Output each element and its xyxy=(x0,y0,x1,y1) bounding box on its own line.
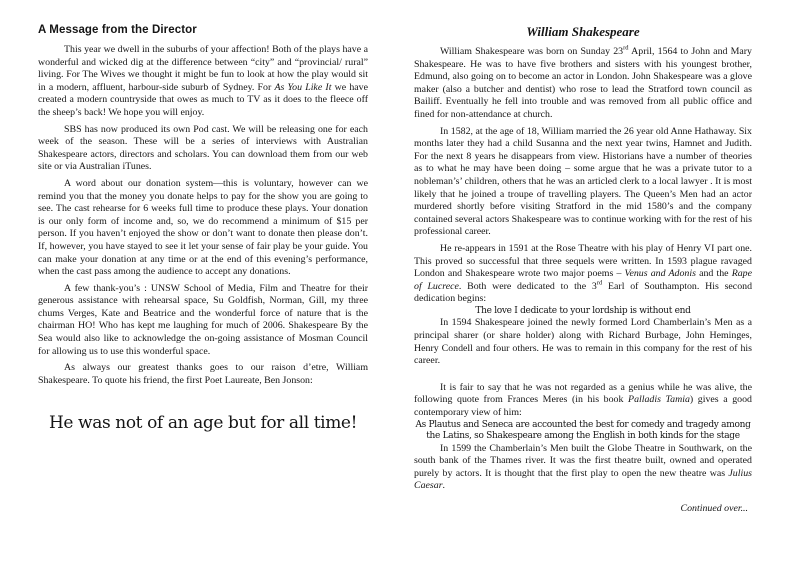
bio-paragraph-3 xyxy=(414,243,752,306)
bio-paragraph-4: In 1594 Shakespeare joined the newly formed Lord Chamberlain’s Men as a principal sharer (or share holder) along with Richard Burbage, John Heminges, Henry Condell and four others. He was to remain in this company for the rest of his career. xyxy=(414,317,752,367)
continued-over: Continued over... xyxy=(680,502,748,514)
director-paragraph-3: A word about our donation system—this is voluntary, however can we remind you that the money you donate helps to pay for the show you are going to see. The cast rehearse for 6 weeks full time to produce these plays. Your donation is our only form of income and, so, we do recommend a minimum of $15 per person. If you haven’t enjoyed the show or don’t want to donate then please don’t. If, however, you have stayed to see it let your sense of fair play be your guide. You can make your donation at any time or at the end of this evening’s performance, when the cast pass among the audience to accept any donations. xyxy=(38,177,368,278)
ben-jonson-quote: He was not of an age but for all time! xyxy=(48,413,358,434)
bio-p5-b: ) gives a good contemporary view of him: xyxy=(414,394,752,418)
shakespeare-heading: William Shakespeare xyxy=(526,24,640,39)
palladis-tamia-title: Palladis Tamia xyxy=(628,394,690,406)
bio-paragraph-5 xyxy=(414,382,752,420)
director-paragraph-2: SBS has now produced its own Pod cast. We will be releasing one for each week of the season. These will be a series of interviews with Australian Shakespeare actors, directors and scholars. You can download them from our web site or via Australian iTunes. xyxy=(38,123,368,173)
bio-paragraph-6 xyxy=(414,443,752,493)
bio-p3-d: Earl of Southampton. His second dedication begins: xyxy=(414,280,753,305)
director-paragraph-4: A few thank-you’s : UNSW School of Media, Film and Theatre for their generous assistance with rehearsal space, Su Goldfish, Norman, Gill, my three chums Verges, Kate and Beatrice and the wonderful force of nature that is the chairman HO! Who has kept me laughing for much of 2006. Shakespeare By the Sea would also like to acknowledge the on-going assistance of Mosman Council for allowing us to use this wonderful space. xyxy=(38,282,368,357)
director-heading: A Message from the Director xyxy=(38,24,197,36)
dedication-quote: The love I dedicate to your lordship is without end xyxy=(475,305,691,316)
shakespeare-bio-column xyxy=(414,24,752,514)
meres-quote: As Plautus and Seneca are accounted the best for comedy and tragedy among the Latins, so Shakespeare among the English in both kinds for the stage xyxy=(415,419,751,442)
bio-p5-a: It is fair to say that he was not regarded as a genius while he was alive, the following quote from Frances Meres (in his book xyxy=(414,381,752,406)
bio-p3-c: . Both were dedicated to the 3 xyxy=(458,280,597,292)
p1-text-end: we have created a modern countryside that owes as much to TV as it does to the fleece off the sheep’s back! We hope you will enjoy. xyxy=(38,81,368,118)
bio-p1-sup: rd xyxy=(623,44,629,52)
bio-p1-a: William Shakespeare was born on Sunday 23 xyxy=(440,46,624,57)
bio-paragraph-2: In 1582, at the age of 18, William married the 26 year old Anne Hathaway. Six months later they had a child Susanna and the next year twins, Hamnet and Judith. For the next 8 years he disappears from view. Historians have a number of theories as to what he may have been doing – some argue that he was a private tutor to a nobleman’s’ children, others that he was an articled clerk to a local lawyer . It is most likely that he joined a troupe of travelling players. The Queen’s Men had an actor murdered shortly before visiting Stratford in the mid 1580’s and the company contained several actors Shakespeare was to continue working with for the rest of his professional career. xyxy=(414,125,752,238)
bio-p6-b: . xyxy=(442,480,445,492)
director-paragraph-1 xyxy=(38,44,368,120)
p1-text: This year we dwell in the suburbs of your affection! Both of the plays have a wonderful and wicked dig at the difference between “city” and “provincial/ rural” living. For The Wives we thought it might be fun to look at how the play would sit in a modern, affluent, harbour-side suburb of Sydney. For xyxy=(38,44,368,93)
director-message-column xyxy=(38,24,368,433)
bio-p3-a: He re-appears in 1591 at the Rose Theatre with his play of Henry VI part one. This proved so successful that three sequels were written. In 1593 plague ravaged London and Shakespeare wrote two major poems – xyxy=(414,242,752,280)
venus-and-adonis-title: Venus and Adonis xyxy=(624,268,696,280)
as-you-like-it-title: As You Like It xyxy=(274,81,332,93)
bio-paragraph-1 xyxy=(414,46,752,122)
rape-of-lucrece-title: Rape of Lucrece xyxy=(414,268,752,292)
bio-p6-a: In 1599 the Chamberlain’s Men built the Globe Theatre in Southwark, on the south bank of the Thames river. It was the first theatre built, owned and operated purely by actors. It is thought that the first play to open the new theatre was xyxy=(414,442,752,479)
julius-caesar-title: Julius Caesar xyxy=(414,467,752,492)
bio-p1-b: April, 1564 to John and Mary Shakespeare. He was to have five brothers and sisters with his youngest brother, Edmund, also going on to become an actor in London. John Shakespeare was a glove maker (also a butcher and dentist) who rose to lead the Stratford town council as Bailiff. Eventually he fell into trouble and was removed from all public office and fined for non-attendance at church. xyxy=(414,46,752,120)
director-paragraph-5: As always our greatest thanks goes to our raison d’etre, William Shakespeare. To quote his friend, the first Poet Laureate, Ben Jonson: xyxy=(38,362,368,386)
bio-p3-b: and the xyxy=(695,268,732,280)
bio-p3-sup: rd xyxy=(596,279,603,287)
